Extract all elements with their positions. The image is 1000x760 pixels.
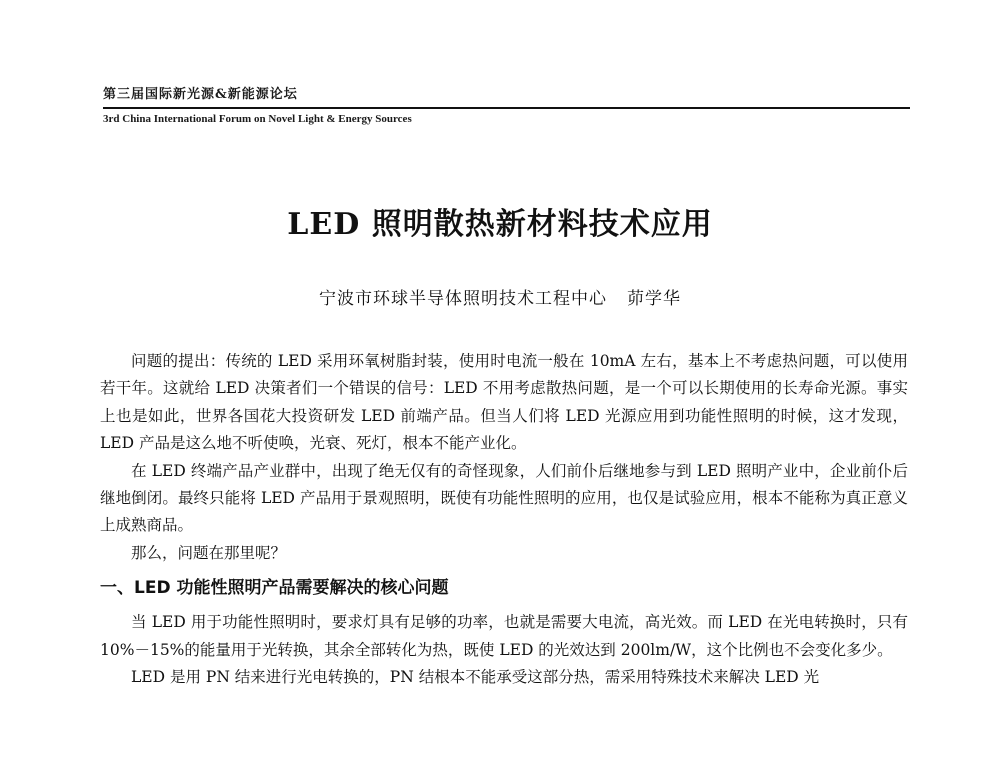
section-heading: 一、LED 功能性照明产品需要解决的核心问题 (100, 578, 449, 599)
paragraph: 当 LED 用于功能性照明时，要求灯具有足够的功率，也就是需要大电流，高光效。而 LED 在光电转换时，只有 10%－15%的能量用于光转换，其余全部转化为热，既使 LED 的光效达到 200lm/W，这个比例也不会变化多少。 (100, 613, 908, 659)
paragraph: 那么，问题在那里呢？ (131, 543, 287, 562)
paper-title: LED 照明散热新材料技术应用 (287, 207, 713, 242)
paragraph: 在 LED 终端产品产业群中，出现了绝无仅有的奇怪现象，人们前仆后继地参与到 LED 照明产业中，企业前仆后继地倒闭。最终只能将 LED 产品用于景观照明，既使有功能性照明的应用，也仅是试验应用，根本不能称为真正意义上成熟商品。 (100, 461, 908, 535)
header-rule (103, 107, 910, 109)
running-header (103, 86, 910, 127)
author-name: 茆学华 (627, 289, 681, 309)
paper-body (100, 348, 908, 691)
affiliation: 宁波市环球半导体照明技术工程中心 (319, 289, 607, 309)
author-line (0, 286, 1000, 312)
header-chinese: 第三届国际新光源&新能源论坛 (103, 87, 298, 102)
paragraph: 问题的提出：传统的 LED 采用环氧树脂封装，使用时电流一般在 10mA 左右，基本上不考虑热问题，可以使用若干年。这就给 LED 决策者们一个错误的信号：LED 不用考虑散热问题，是一个可以长期使用的长寿命光源。事实上也是如此，世界各国花大投资研发 LED 前端产品。但当人们将 LED 光源应用到功能性照明的时候，这才发现，LED 产品是这么地不听使唤，光衰、死灯，根本不能产业化。 (100, 352, 908, 453)
paragraph: LED 是用 PN 结来进行光电转换的，PN 结根本不能承受这部分热，需采用特殊技术来解决 LED 光 (131, 668, 820, 687)
header-english: 3rd China International Forum on Novel Light & Energy Sources (103, 113, 412, 125)
